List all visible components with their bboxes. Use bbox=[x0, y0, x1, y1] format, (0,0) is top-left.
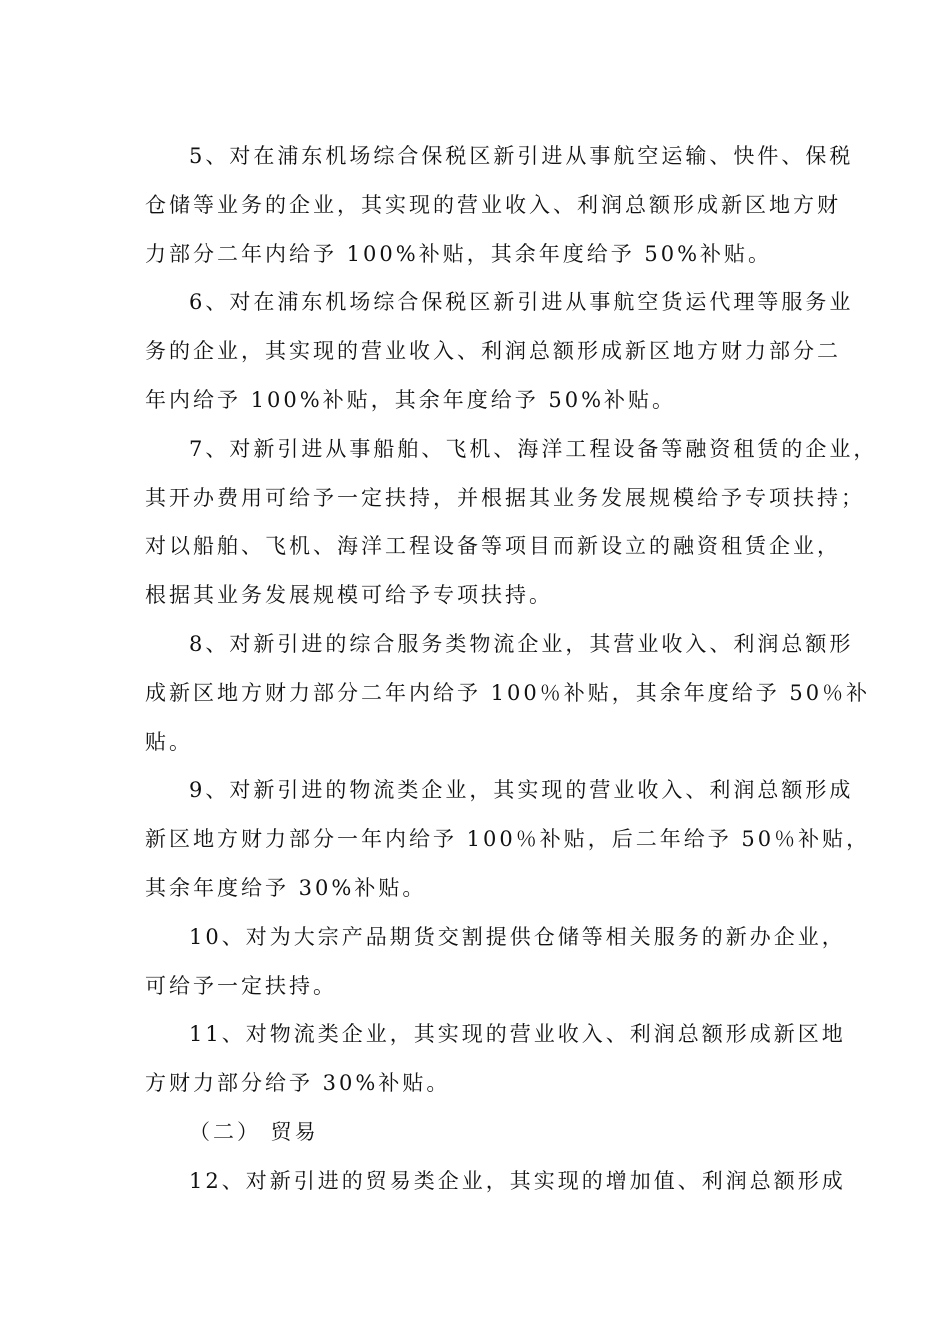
paragraph-10-line-1: 10、对为大宗产品期货交割提供仓储等相关服务的新办企业， bbox=[189, 924, 846, 949]
paragraph-9-line-2: 新区地方财力部分一年内给予 100％补贴，后二年给予 50％补贴， bbox=[145, 827, 871, 852]
paragraph-9-line-3: 其余年度给予 30%补贴。 bbox=[145, 875, 427, 900]
paragraph-9-line-1: 9、对新引进的物流类企业，其实现的营业收入、利润总额形成 bbox=[189, 778, 854, 803]
paragraph-5-line-1: 5、对在浦东机场综合保税区新引进从事航空运输、快件、保税 bbox=[189, 144, 854, 168]
paragraph-6-line-2: 务的企业，其实现的营业收入、利润总额形成新区地方财力部分二 bbox=[145, 339, 841, 364]
paragraph-7-line-3: 对以船舶、飞机、海洋工程设备等项目而新设立的融资租赁企业， bbox=[145, 534, 841, 559]
paragraph-7-line-4: 根据其业务发展规模可给予专项扶持。 bbox=[145, 583, 553, 608]
paragraph-11-line-1: 11、对物流类企业，其实现的营业收入、利润总额形成新区地 bbox=[189, 1022, 846, 1047]
paragraph-7-line-1: 7、对新引进从事船舶、飞机、海洋工程设备等融资租赁的企业， bbox=[189, 436, 878, 461]
paragraph-6-line-3: 年内给予 100%补贴，其余年度给予 50%补贴。 bbox=[145, 387, 677, 412]
document-body bbox=[145, 132, 878, 1206]
paragraph-7-line-2: 其开办费用可给予一定扶持，并根据其业务发展规模给予专项扶持； bbox=[145, 485, 865, 510]
paragraph-5-line-2: 仓储等业务的企业，其实现的营业收入、利润总额形成新区地方财 bbox=[145, 192, 841, 217]
paragraph-5-line-3: 力部分二年内给予 100%补贴，其余年度给予 50%补贴。 bbox=[145, 241, 773, 266]
paragraph-12-line-1: 12、对新引进的贸易类企业，其实现的增加值、利润总额形成 bbox=[189, 1168, 846, 1193]
paragraph-8-line-3: 贴。 bbox=[145, 729, 193, 754]
paragraph-10-line-2: 可给予一定扶持。 bbox=[145, 973, 337, 998]
section-heading-trade: （二） 贸易 bbox=[189, 1119, 319, 1144]
paragraph-8-line-2: 成新区地方财力部分二年内给予 100％补贴，其余年度给予 50％补 bbox=[145, 680, 871, 705]
paragraph-8-line-1: 8、对新引进的综合服务类物流企业，其营业收入、利润总额形 bbox=[189, 631, 854, 656]
paragraph-6-line-1: 6、对在浦东机场综合保税区新引进从事航空货运代理等服务业 bbox=[189, 290, 854, 315]
paragraph-11-line-2: 方财力部分给予 30%补贴。 bbox=[145, 1071, 451, 1096]
